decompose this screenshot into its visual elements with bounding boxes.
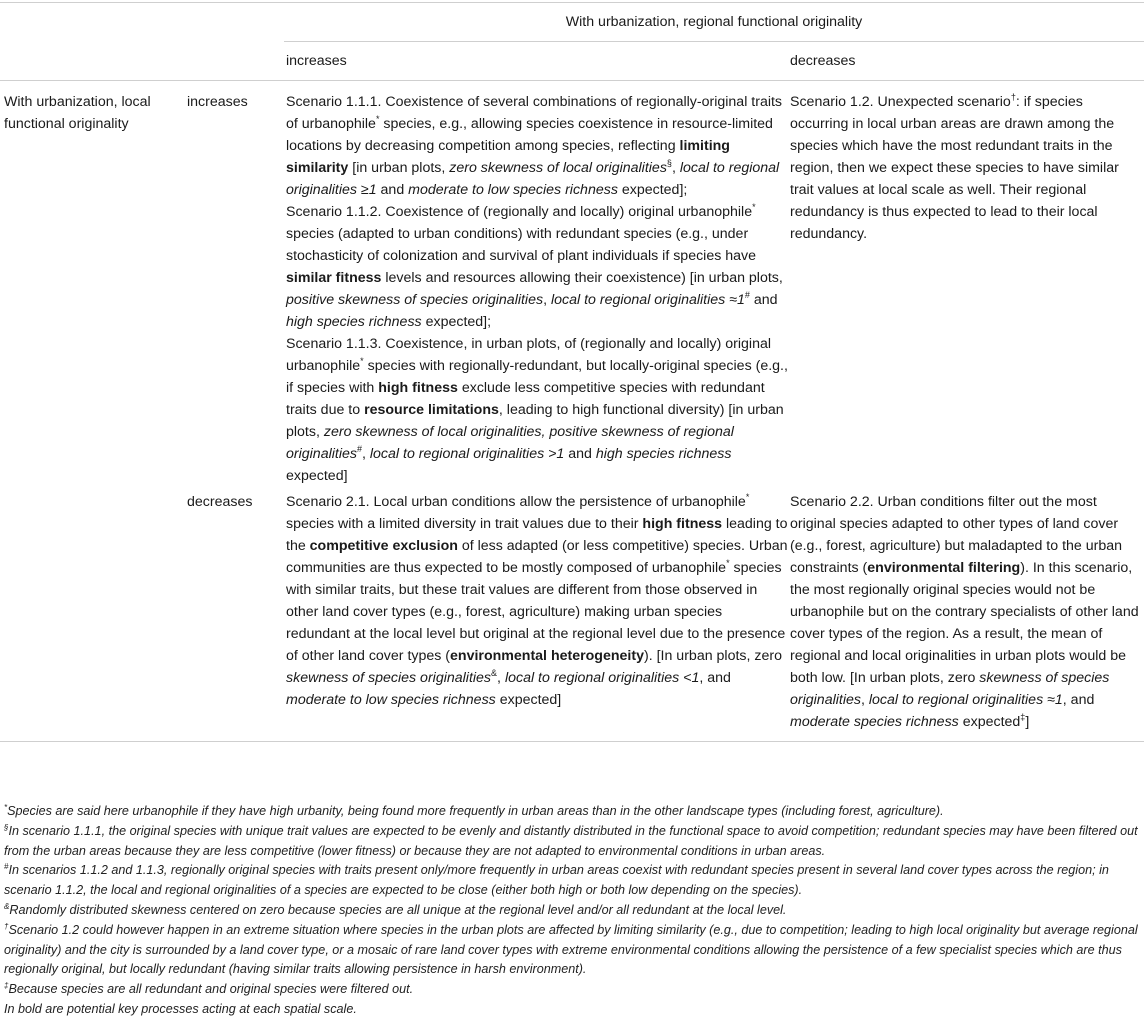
column-header-decreases: decreases (788, 42, 1144, 81)
cell-increases-decreases (788, 81, 1144, 490)
footnote: †Scenario 1.2 could however happen in an extreme situation where species in the urban plots are affected by limiting similarity (e.g., due to competition; leading to high local originality but average regional originality) and the city is surrounded by a land cover type, or a mosaic of rare land cover types with extreme environmental conditions allowing the persistence of a few specialist species which are thus regionally original, but locally redundant (having similar traits allowing persistence in harsh environment). (4, 921, 1138, 977)
column-group-label: With urbanization, regional functional originality (565, 14, 863, 30)
scenario-2-2: Scenario 2.2. Urban conditions filter out the most original species adapted to other types of land cover (e.g., forest, agriculture) but maladapted to the urban constraints (environmental filtering). In this scenario, the most regionally original species would not be urbanophile but on the contrary specialists of other land cover types of the region. As a result, the mean of regional and local originalities in urban plots would be both low. [In urban plots, zero skewness of species originalities, local to regional originalities ≈1, and moderate species richness expected‡] (790, 494, 1139, 730)
scenario-1-1-2: Scenario 1.1.2. Coexistence of (regionally and locally) original urbanophile* species (adapted to urban conditions) with redundant species (e.g., under stochasticity of colonization and survival of plant individuals if species have similar fitness levels and resources allowing their coexistence) [in urban plots, positive skewness of species originalities, local to regional originalities ≈1# and high species richness expected]; (286, 202, 783, 330)
footnote: ‡Because species are all redundant and original species were filtered out. (4, 981, 414, 997)
scenario-2-1: Scenario 2.1. Local urban conditions allow the persistence of urbanophile* species with a limited diversity in trait values due to their high fitness leading to the competitive exclusion of less adapted (or less competitive) species. Urban communities are thus expected to be mostly composed of urbanophile* species with similar traits, but these trait values are different from those observed in other land cover types (e.g., forest, agriculture) making urban species redundant at the local level but original at the regional level due to the presence of other land cover types (environmental heterogeneity). [In urban plots, zero skewness of species originalities&, local to regional originalities <1, and moderate to low species richness expected] (286, 492, 788, 708)
footnote: #In scenarios 1.1.2 and 1.1.3, regionally original species with traits present only/more frequently in urban areas coexist with redundant species present in several land cover types across the region; in scenario 1.1.2, the local and regional originalities of a species are expected to be close (either both high or both low depending on the species). (4, 862, 1109, 898)
footnote: &Randomly distributed skewness centered on zero because species are all unique at the regional level and/or all redundant at the local level. (4, 901, 787, 917)
column-header-increases: increases (284, 42, 788, 81)
scenario-1-1-3: Scenario 1.1.3. Coexistence, in urban plots, of (regionally and locally) original urbanophile* species with regionally-redundant, but locally-original species (e.g., if species with high fitness exclude less competitive species with redundant traits due to resource limitations, leading to high functional diversity) [in urban plots, zero skewness of local originalities, positive skewness of regional originalities#, local to regional originalities >1 and high species richness expected] (286, 336, 788, 484)
scenario-1-2: Scenario 1.2. Unexpected scenario†: if species occurring in local urban areas are drawn among the species which have the most redundant traits in the region, then we expect these species to have similar trait values at local scale as well. Their regional redundancy is thus expected to lead to their local redundancy. (790, 92, 1119, 242)
scenario-table (0, 2, 1144, 742)
table-footnotes (4, 802, 1140, 1020)
cell-decreases-decreases (788, 489, 1144, 742)
header-row-top (0, 3, 1144, 42)
footnote: *Species are said here urbanophile if they have high urbanity, being found more frequently in urban areas than in the other landscape types (including forest, agriculture). (4, 803, 944, 818)
scenario-1-1-1: Scenario 1.1.1. Coexistence of several combinations of regionally-original traits of urbanophile* species, e.g., allowing species coexistence in resource-limited locations by decreasing competition among species, reflecting limiting similarity [in urban plots, zero skewness of local originalities§, local to regional originalities ≥1 and moderate to low species richness expected]; (286, 94, 783, 198)
cell-increases-increases (284, 81, 788, 490)
footnote: §In scenario 1.1.1, the original species with unique trait values are expected to be evenly and distantly distributed in the functional space to avoid competition; redundant species may have been filtered out from the urban areas because they are less competitive (lower fitness) or because they are not adapted to environmental conditions in urban areas. (4, 822, 1138, 858)
table-row-decreases (0, 489, 1144, 742)
column-group-header (284, 3, 1144, 42)
header-row-sub (0, 42, 1144, 81)
row-label-decreases: decreases (184, 489, 284, 742)
footnote: In bold are potential key processes acting at each spatial scale. (4, 1001, 357, 1016)
row-label-increases: increases (187, 94, 248, 110)
row-group-label: With urbanization, local functional originality (4, 94, 151, 132)
cell-decreases-increases (284, 489, 788, 742)
table-row-increases (0, 81, 1144, 490)
